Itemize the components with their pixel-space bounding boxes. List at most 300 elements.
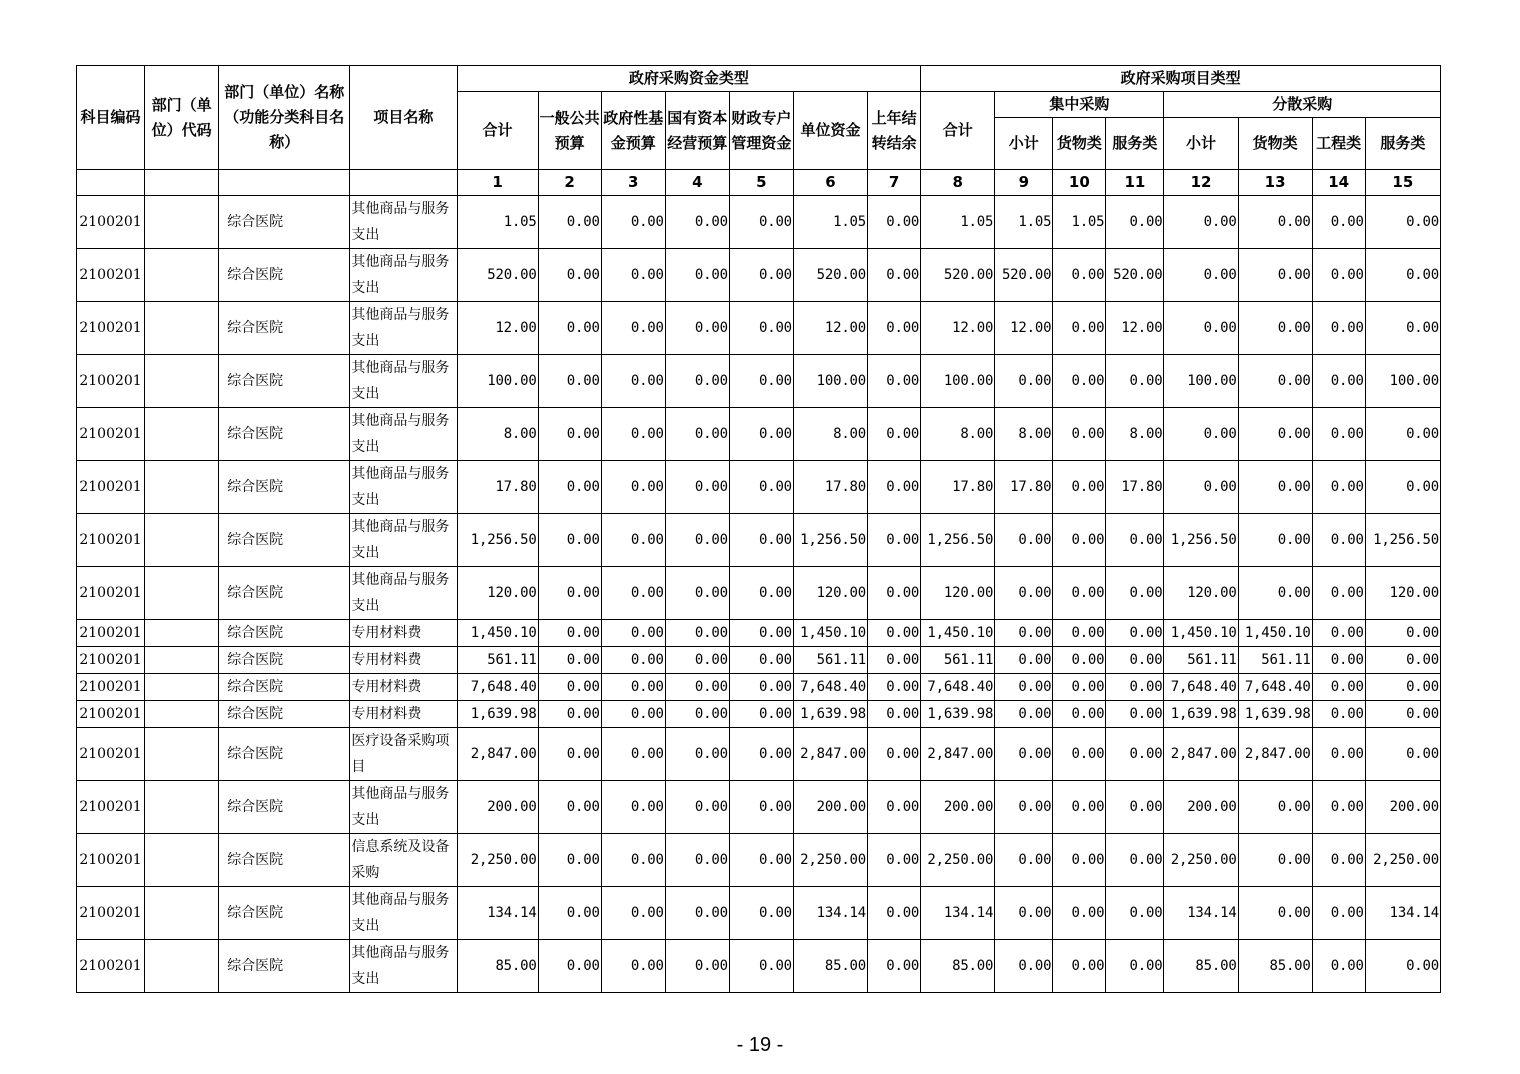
dept-name-cell: 综合医院	[219, 514, 350, 567]
amount-cell: 0.00	[729, 355, 793, 408]
amount-cell: 0.00	[665, 514, 729, 567]
amount-cell: 520.00	[995, 249, 1053, 302]
amount-cell: 0.00	[1312, 834, 1365, 887]
amount-cell: 0.00	[1365, 249, 1440, 302]
amount-cell: 561.11	[457, 647, 538, 674]
page-number: - 19 -	[736, 1034, 784, 1056]
amount-cell: 0.00	[729, 620, 793, 647]
table-row	[77, 355, 1441, 408]
amount-cell: 0.00	[1365, 461, 1440, 514]
table-row	[77, 674, 1441, 701]
amount-cell: 561.11	[1238, 647, 1312, 674]
column-number: 8	[921, 170, 995, 196]
project-name-cell: 专用材料费	[350, 620, 457, 647]
amount-cell: 0.00	[538, 249, 601, 302]
dept-code-cell	[145, 620, 219, 647]
amount-cell: 2,847.00	[793, 728, 867, 781]
amount-cell: 0.00	[1312, 620, 1365, 647]
amount-cell: 0.00	[538, 940, 601, 993]
amount-cell: 85.00	[793, 940, 867, 993]
amount-cell: 0.00	[1312, 408, 1365, 461]
amount-cell: 2,250.00	[457, 834, 538, 887]
amount-cell: 0.00	[995, 781, 1053, 834]
amount-cell: 0.00	[665, 674, 729, 701]
amount-cell: 0.00	[1365, 302, 1440, 355]
amount-cell: 0.00	[1365, 728, 1440, 781]
amount-cell: 0.00	[1053, 408, 1106, 461]
amount-cell: 0.00	[1238, 567, 1312, 620]
project-name-cell: 其他商品与服务支出	[350, 249, 457, 302]
amount-cell: 0.00	[729, 940, 793, 993]
amount-cell: 0.00	[868, 514, 921, 567]
amount-cell: 0.00	[1106, 781, 1164, 834]
amount-cell: 100.00	[1164, 355, 1238, 408]
dept-code-cell	[145, 355, 219, 408]
amount-cell: 0.00	[665, 781, 729, 834]
amount-cell: 0.00	[868, 887, 921, 940]
amount-cell: 1,450.10	[921, 620, 995, 647]
column-number: 3	[601, 170, 665, 196]
amount-cell: 2,250.00	[1164, 834, 1238, 887]
amount-cell: 0.00	[1365, 647, 1440, 674]
amount-cell: 0.00	[868, 408, 921, 461]
column-number: 5	[729, 170, 793, 196]
amount-cell: 0.00	[995, 647, 1053, 674]
amount-cell: 100.00	[1365, 355, 1440, 408]
amount-cell: 0.00	[1238, 887, 1312, 940]
header-dept-name: 部门（单位）名称（功能分类科目名称）	[219, 66, 350, 170]
amount-cell: 100.00	[793, 355, 867, 408]
amount-cell: 12.00	[793, 302, 867, 355]
amount-cell: 0.00	[601, 620, 665, 647]
amount-cell: 0.00	[538, 567, 601, 620]
table-row	[77, 701, 1441, 728]
header-dispersed-subtotal: 小计	[1164, 118, 1238, 170]
project-name-cell: 其他商品与服务支出	[350, 461, 457, 514]
amount-cell: 0.00	[1312, 647, 1365, 674]
column-number: 1	[457, 170, 538, 196]
table-row	[77, 514, 1441, 567]
amount-cell: 8.00	[921, 408, 995, 461]
amount-cell: 0.00	[538, 408, 601, 461]
amount-cell: 0.00	[601, 940, 665, 993]
header-state-capital-budget: 国有资本经营预算	[665, 92, 729, 170]
amount-cell: 0.00	[729, 674, 793, 701]
table-row	[77, 728, 1441, 781]
column-number: 4	[665, 170, 729, 196]
amount-cell: 0.00	[665, 302, 729, 355]
amount-cell: 0.00	[538, 514, 601, 567]
amount-cell: 0.00	[1164, 196, 1238, 249]
amount-cell: 7,648.40	[793, 674, 867, 701]
amount-cell: 0.00	[868, 781, 921, 834]
table-row	[77, 196, 1441, 249]
project-name-cell: 其他商品与服务支出	[350, 196, 457, 249]
amount-cell: 7,648.40	[1164, 674, 1238, 701]
amount-cell: 1,256.50	[1164, 514, 1238, 567]
dept-code-cell	[145, 887, 219, 940]
project-name-cell: 其他商品与服务支出	[350, 567, 457, 620]
amount-cell: 1,639.98	[457, 701, 538, 728]
column-number: 14	[1312, 170, 1365, 196]
amount-cell: 0.00	[729, 834, 793, 887]
table-row	[77, 647, 1441, 674]
amount-cell: 0.00	[665, 408, 729, 461]
amount-cell: 1,256.50	[921, 514, 995, 567]
amount-cell: 0.00	[1312, 514, 1365, 567]
header-project-total: 合计	[921, 92, 995, 170]
table-row	[77, 620, 1441, 647]
amount-cell: 1,256.50	[793, 514, 867, 567]
amount-cell: 0.00	[1365, 620, 1440, 647]
amount-cell: 0.00	[665, 620, 729, 647]
header-project-name: 项目名称	[350, 66, 457, 170]
amount-cell: 0.00	[538, 781, 601, 834]
amount-cell: 0.00	[601, 249, 665, 302]
amount-cell: 0.00	[1312, 887, 1365, 940]
amount-cell: 0.00	[995, 355, 1053, 408]
amount-cell: 17.80	[457, 461, 538, 514]
amount-cell: 0.00	[1312, 461, 1365, 514]
subject-code-cell: 2100201	[77, 514, 145, 567]
header-code: 科目编码	[77, 66, 145, 170]
subject-code-cell: 2100201	[77, 567, 145, 620]
dept-code-cell	[145, 781, 219, 834]
column-number: 10	[1053, 170, 1106, 196]
amount-cell: 8.00	[793, 408, 867, 461]
amount-cell: 1,639.98	[793, 701, 867, 728]
table-row	[77, 834, 1441, 887]
project-name-cell: 专用材料费	[350, 701, 457, 728]
dept-code-cell	[145, 514, 219, 567]
subject-code-cell: 2100201	[77, 940, 145, 993]
amount-cell: 200.00	[1365, 781, 1440, 834]
amount-cell: 7,648.40	[1238, 674, 1312, 701]
amount-cell: 2,847.00	[1238, 728, 1312, 781]
column-number-row	[77, 170, 1441, 196]
amount-cell: 0.00	[665, 461, 729, 514]
amount-cell: 0.00	[868, 249, 921, 302]
amount-cell: 134.14	[457, 887, 538, 940]
amount-cell: 0.00	[665, 355, 729, 408]
column-number: 2	[538, 170, 601, 196]
column-number: 12	[1164, 170, 1238, 196]
amount-cell: 0.00	[1053, 461, 1106, 514]
amount-cell: 0.00	[868, 461, 921, 514]
subject-code-cell: 2100201	[77, 728, 145, 781]
amount-cell: 0.00	[538, 647, 601, 674]
amount-cell: 0.00	[665, 701, 729, 728]
amount-cell: 0.00	[1312, 355, 1365, 408]
amount-cell: 1,450.10	[1164, 620, 1238, 647]
amount-cell: 561.11	[793, 647, 867, 674]
amount-cell: 85.00	[1164, 940, 1238, 993]
amount-cell: 0.00	[601, 461, 665, 514]
amount-cell: 0.00	[1106, 647, 1164, 674]
column-number: 15	[1365, 170, 1440, 196]
amount-cell: 0.00	[868, 620, 921, 647]
header-dept-code: 部门（单位）代码	[145, 66, 219, 170]
table-row	[77, 781, 1441, 834]
amount-cell: 0.00	[601, 514, 665, 567]
amount-cell: 0.00	[1053, 355, 1106, 408]
amount-cell: 1,256.50	[1365, 514, 1440, 567]
amount-cell: 0.00	[995, 728, 1053, 781]
amount-cell: 0.00	[1238, 461, 1312, 514]
amount-cell: 0.00	[1365, 674, 1440, 701]
amount-cell: 0.00	[1053, 887, 1106, 940]
amount-cell: 12.00	[921, 302, 995, 355]
amount-cell: 1,639.98	[921, 701, 995, 728]
amount-cell: 0.00	[538, 701, 601, 728]
amount-cell: 0.00	[538, 196, 601, 249]
amount-cell: 2,847.00	[921, 728, 995, 781]
dept-code-cell	[145, 408, 219, 461]
subject-code-cell: 2100201	[77, 647, 145, 674]
amount-cell: 0.00	[729, 461, 793, 514]
amount-cell: 17.80	[921, 461, 995, 514]
dept-name-cell: 综合医院	[219, 834, 350, 887]
project-name-cell: 其他商品与服务支出	[350, 408, 457, 461]
subject-code-cell: 2100201	[77, 887, 145, 940]
amount-cell: 0.00	[1164, 302, 1238, 355]
header-central-subtotal: 小计	[995, 118, 1053, 170]
amount-cell: 0.00	[1106, 620, 1164, 647]
amount-cell: 0.00	[868, 834, 921, 887]
amount-cell: 134.14	[921, 887, 995, 940]
amount-cell: 0.00	[665, 196, 729, 249]
amount-cell: 0.00	[1312, 781, 1365, 834]
amount-cell: 0.00	[1365, 196, 1440, 249]
amount-cell: 0.00	[601, 647, 665, 674]
amount-cell: 12.00	[1106, 302, 1164, 355]
amount-cell: 0.00	[868, 940, 921, 993]
amount-cell: 561.11	[921, 647, 995, 674]
amount-cell: 1,450.10	[457, 620, 538, 647]
amount-cell: 0.00	[729, 567, 793, 620]
amount-cell: 0.00	[1106, 887, 1164, 940]
amount-cell: 0.00	[729, 196, 793, 249]
dept-name-cell: 综合医院	[219, 355, 350, 408]
amount-cell: 134.14	[793, 887, 867, 940]
amount-cell: 0.00	[1053, 834, 1106, 887]
amount-cell: 17.80	[995, 461, 1053, 514]
amount-cell: 0.00	[1053, 940, 1106, 993]
amount-cell: 1,450.10	[793, 620, 867, 647]
amount-cell: 0.00	[1238, 196, 1312, 249]
amount-cell: 0.00	[868, 567, 921, 620]
amount-cell: 0.00	[538, 887, 601, 940]
dept-name-cell: 综合医院	[219, 701, 350, 728]
amount-cell: 0.00	[601, 674, 665, 701]
header-dispersed-goods: 货物类	[1238, 118, 1312, 170]
amount-cell: 120.00	[457, 567, 538, 620]
amount-cell: 8.00	[995, 408, 1053, 461]
amount-cell: 0.00	[1053, 647, 1106, 674]
amount-cell: 0.00	[601, 728, 665, 781]
amount-cell: 0.00	[538, 728, 601, 781]
header-dispersed-works: 工程类	[1312, 118, 1365, 170]
amount-cell: 0.00	[1312, 674, 1365, 701]
amount-cell: 0.00	[1312, 302, 1365, 355]
subject-code-cell: 2100201	[77, 701, 145, 728]
amount-cell: 0.00	[538, 620, 601, 647]
amount-cell: 0.00	[868, 355, 921, 408]
amount-cell: 0.00	[1365, 701, 1440, 728]
amount-cell: 0.00	[665, 728, 729, 781]
amount-cell: 0.00	[538, 355, 601, 408]
project-name-cell: 信息系统及设备采购	[350, 834, 457, 887]
dept-name-cell: 综合医院	[219, 461, 350, 514]
table-row	[77, 940, 1441, 993]
amount-cell: 0.00	[868, 302, 921, 355]
amount-cell: 120.00	[1164, 567, 1238, 620]
dept-code-cell	[145, 940, 219, 993]
amount-cell: 0.00	[601, 408, 665, 461]
dept-code-cell	[145, 701, 219, 728]
amount-cell: 200.00	[457, 781, 538, 834]
amount-cell: 1.05	[457, 196, 538, 249]
amount-cell: 0.00	[1312, 940, 1365, 993]
amount-cell: 1,450.10	[1238, 620, 1312, 647]
amount-cell: 1.05	[793, 196, 867, 249]
header-dispersed-services: 服务类	[1365, 118, 1440, 170]
amount-cell: 0.00	[868, 728, 921, 781]
column-number: 13	[1238, 170, 1312, 196]
amount-cell: 520.00	[1106, 249, 1164, 302]
amount-cell: 561.11	[1164, 647, 1238, 674]
amount-cell: 0.00	[868, 674, 921, 701]
project-name-cell: 其他商品与服务支出	[350, 302, 457, 355]
amount-cell: 0.00	[665, 567, 729, 620]
subject-code-cell: 2100201	[77, 302, 145, 355]
project-name-cell: 专用材料费	[350, 647, 457, 674]
amount-cell: 520.00	[793, 249, 867, 302]
amount-cell: 0.00	[601, 302, 665, 355]
table-row	[77, 408, 1441, 461]
amount-cell: 0.00	[601, 887, 665, 940]
dept-code-cell	[145, 249, 219, 302]
amount-cell: 100.00	[457, 355, 538, 408]
amount-cell: 0.00	[1312, 728, 1365, 781]
amount-cell: 85.00	[1238, 940, 1312, 993]
dept-code-cell	[145, 196, 219, 249]
amount-cell: 0.00	[538, 834, 601, 887]
amount-cell: 12.00	[457, 302, 538, 355]
column-number: 7	[868, 170, 921, 196]
amount-cell: 0.00	[1053, 781, 1106, 834]
amount-cell: 1.05	[1053, 196, 1106, 249]
dept-name-cell: 综合医院	[219, 781, 350, 834]
dept-name-cell: 综合医院	[219, 728, 350, 781]
amount-cell: 0.00	[729, 647, 793, 674]
amount-cell: 0.00	[1164, 408, 1238, 461]
amount-cell: 0.00	[665, 940, 729, 993]
dept-name-cell: 综合医院	[219, 249, 350, 302]
header-carryover: 上年结转结余	[868, 92, 921, 170]
amount-cell: 0.00	[538, 674, 601, 701]
amount-cell: 0.00	[1106, 728, 1164, 781]
dept-name-cell: 综合医院	[219, 620, 350, 647]
amount-cell: 0.00	[1238, 302, 1312, 355]
dept-code-cell	[145, 567, 219, 620]
amount-cell: 1,639.98	[1164, 701, 1238, 728]
amount-cell: 85.00	[921, 940, 995, 993]
amount-cell: 0.00	[1053, 620, 1106, 647]
amount-cell: 2,847.00	[457, 728, 538, 781]
amount-cell: 0.00	[1106, 834, 1164, 887]
amount-cell: 200.00	[793, 781, 867, 834]
amount-cell: 0.00	[601, 701, 665, 728]
dept-name-cell: 综合医院	[219, 887, 350, 940]
amount-cell: 2,250.00	[921, 834, 995, 887]
dept-code-cell	[145, 834, 219, 887]
header-gov-fund-budget: 政府性基金预算	[601, 92, 665, 170]
amount-cell: 100.00	[921, 355, 995, 408]
dept-code-cell	[145, 674, 219, 701]
procurement-table	[76, 65, 1441, 993]
amount-cell: 0.00	[1053, 728, 1106, 781]
amount-cell: 0.00	[538, 302, 601, 355]
column-number: 11	[1106, 170, 1164, 196]
amount-cell: 0.00	[1164, 461, 1238, 514]
header-central-services: 服务类	[1106, 118, 1164, 170]
subject-code-cell: 2100201	[77, 249, 145, 302]
subject-code-cell: 2100201	[77, 674, 145, 701]
dept-code-cell	[145, 461, 219, 514]
subject-code-cell: 2100201	[77, 834, 145, 887]
amount-cell: 1.05	[921, 196, 995, 249]
amount-cell: 8.00	[457, 408, 538, 461]
amount-cell: 0.00	[995, 674, 1053, 701]
amount-cell: 12.00	[995, 302, 1053, 355]
amount-cell: 0.00	[729, 701, 793, 728]
dept-name-cell: 综合医院	[219, 647, 350, 674]
amount-cell: 0.00	[538, 461, 601, 514]
amount-cell: 0.00	[729, 408, 793, 461]
amount-cell: 0.00	[995, 620, 1053, 647]
amount-cell: 0.00	[995, 834, 1053, 887]
subject-code-cell: 2100201	[77, 408, 145, 461]
amount-cell: 17.80	[1106, 461, 1164, 514]
amount-cell: 0.00	[1238, 781, 1312, 834]
amount-cell: 0.00	[1238, 408, 1312, 461]
subject-code-cell: 2100201	[77, 461, 145, 514]
project-name-cell: 其他商品与服务支出	[350, 355, 457, 408]
amount-cell: 2,250.00	[1365, 834, 1440, 887]
amount-cell: 7,648.40	[921, 674, 995, 701]
amount-cell: 85.00	[457, 940, 538, 993]
amount-cell: 1.05	[995, 196, 1053, 249]
amount-cell: 8.00	[1106, 408, 1164, 461]
dept-name-cell: 综合医院	[219, 940, 350, 993]
amount-cell: 0.00	[1106, 940, 1164, 993]
amount-cell: 0.00	[601, 355, 665, 408]
amount-cell: 120.00	[1365, 567, 1440, 620]
amount-cell: 120.00	[921, 567, 995, 620]
dept-code-cell	[145, 728, 219, 781]
column-number: 9	[995, 170, 1053, 196]
amount-cell: 0.00	[1238, 514, 1312, 567]
table-row	[77, 887, 1441, 940]
amount-cell: 0.00	[1164, 249, 1238, 302]
header-fund-group: 政府采购资金类型	[457, 66, 921, 92]
amount-cell: 134.14	[1365, 887, 1440, 940]
amount-cell: 0.00	[1053, 567, 1106, 620]
amount-cell: 0.00	[1312, 701, 1365, 728]
table-row	[77, 567, 1441, 620]
amount-cell: 0.00	[1053, 514, 1106, 567]
